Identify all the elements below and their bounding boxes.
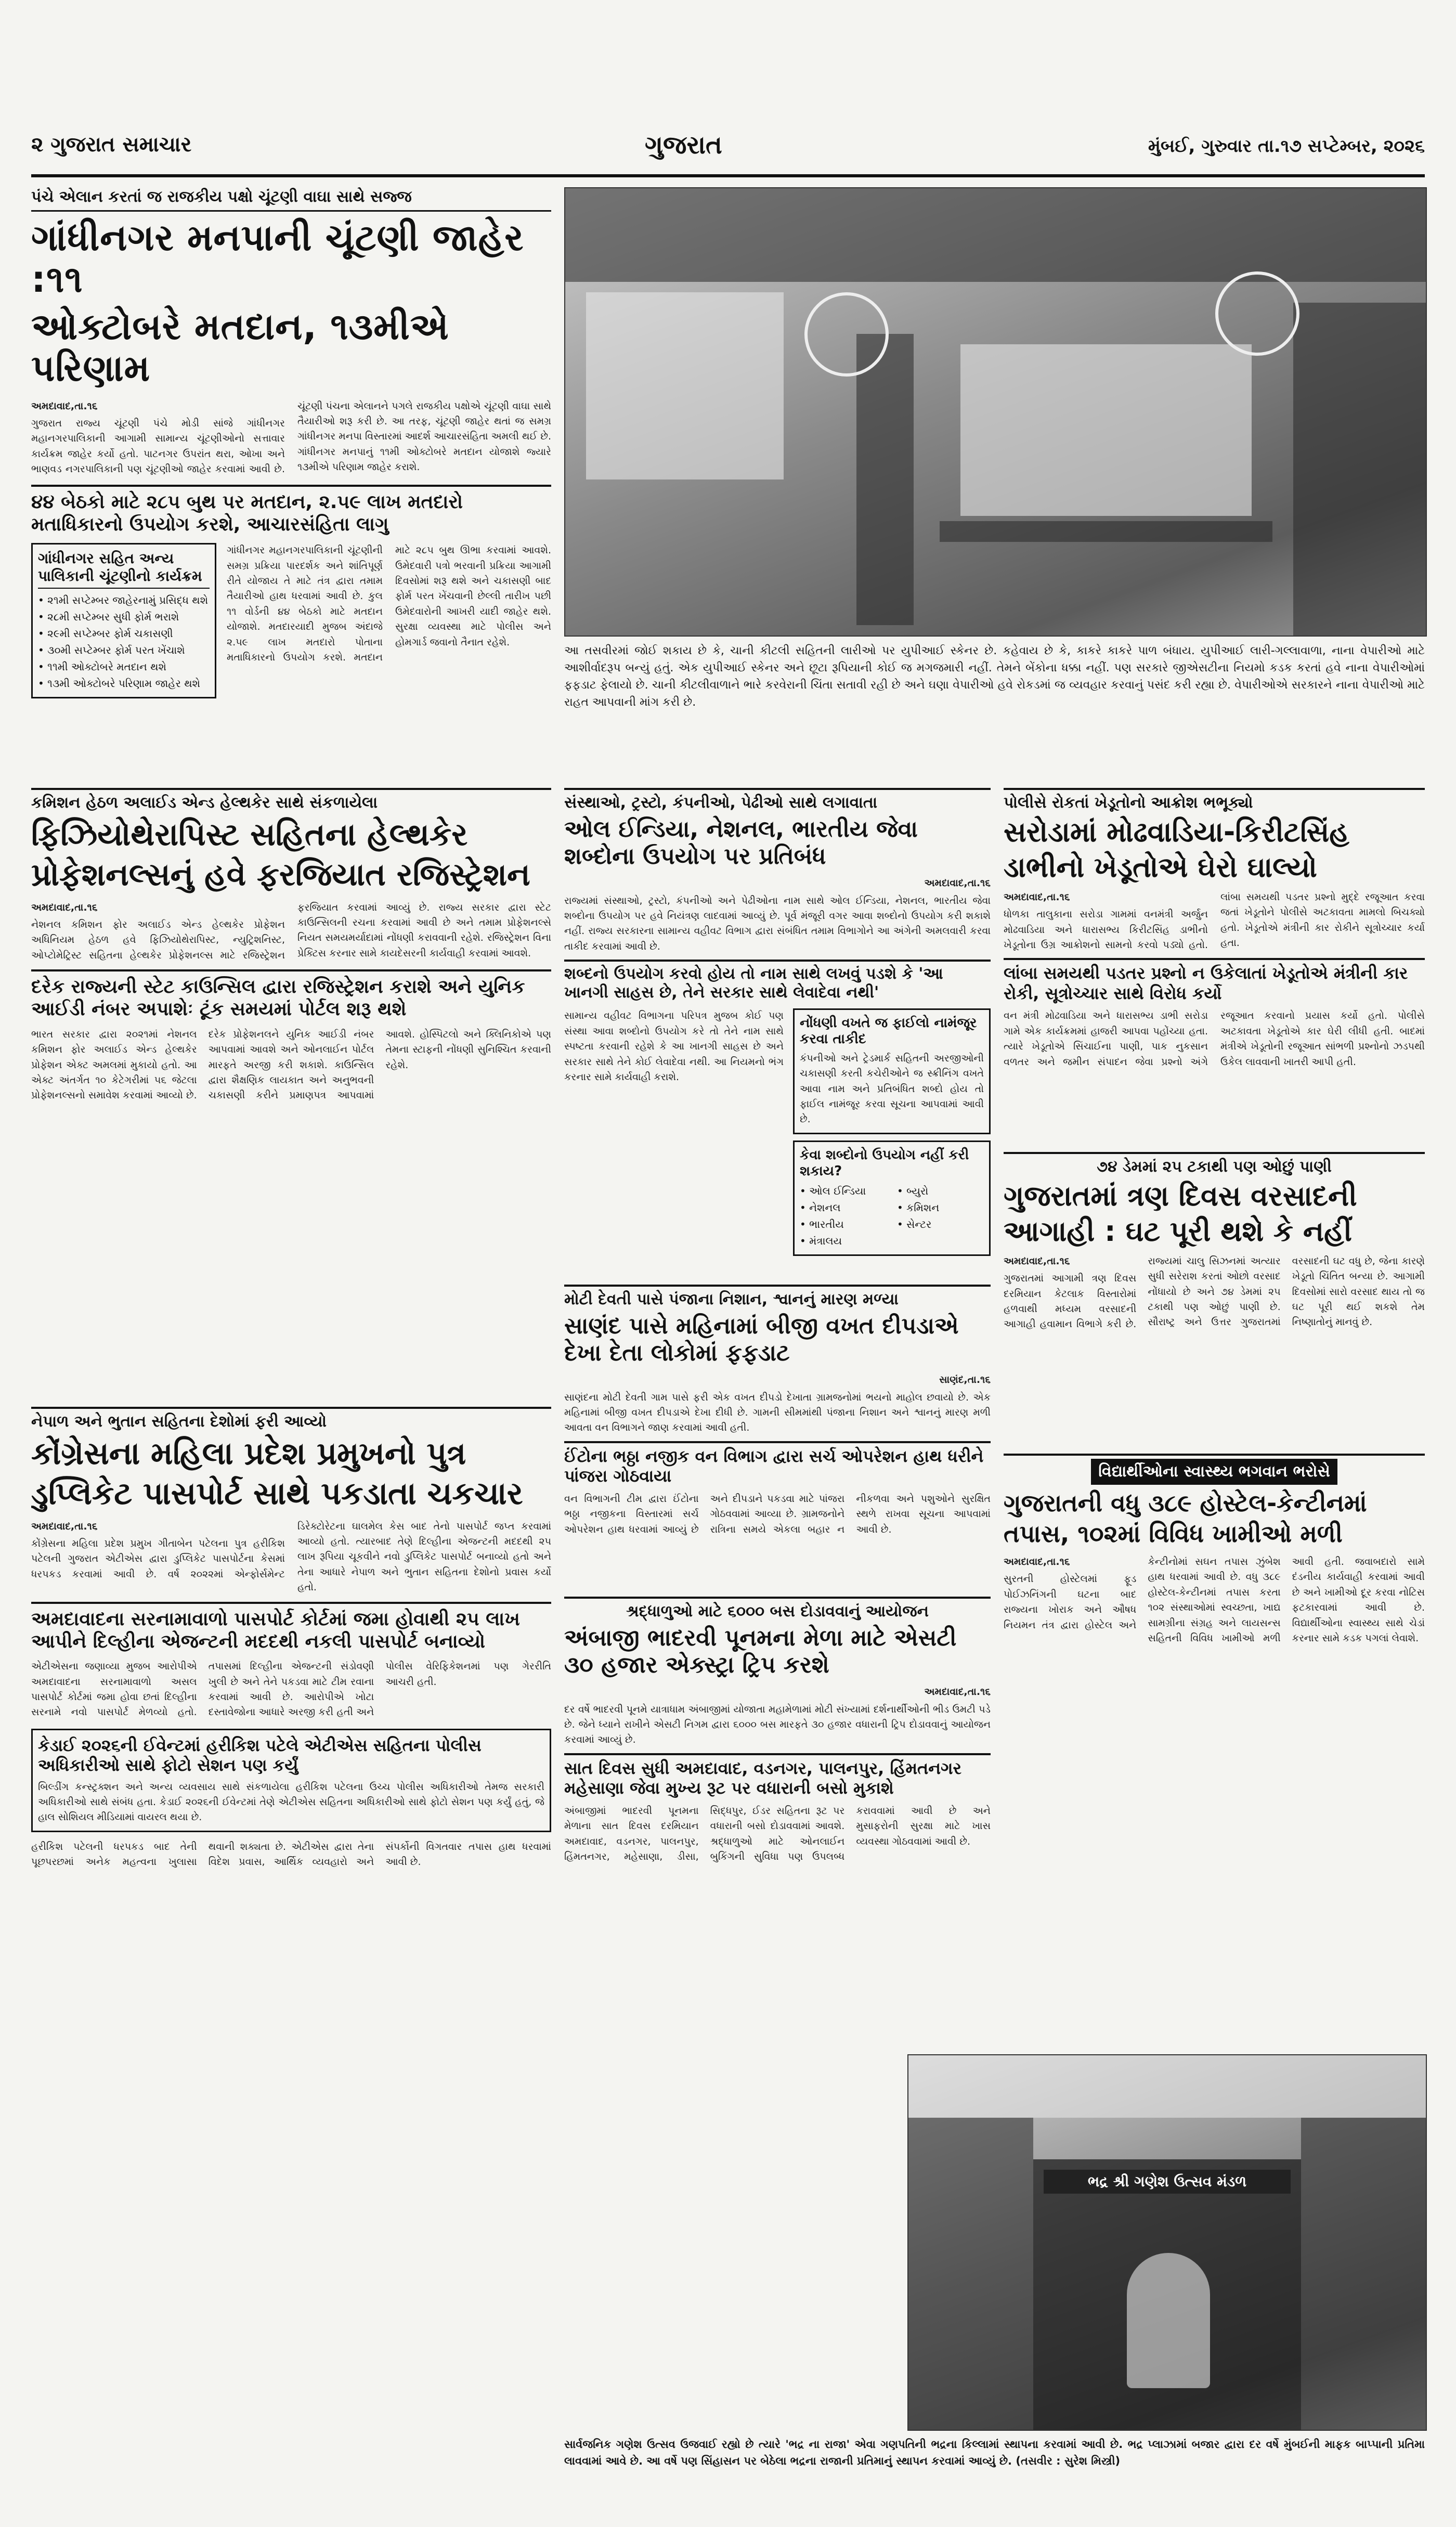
story-body: નેશનલ કમિશન ફોર અલાઈડ એન્ડ હેલ્થકેર પ્રોફેશન અધિનિયમ હેઠળ હવે ફિઝિયોથેરાપિસ્ટ, ન્યુટ્રિશનિસ્ટ, ઓપ્ટોમેટ્રિસ્ટ સહિતના હેલ્થકેર પ્રોફેશનલ્સ માટે રજિસ્ટ્રેશન ફરજિયાત કરવામાં આવ્યું છે. રાજ્ય સરકાર દ્વારા સ્ટેટ કાઉન્સિલની રચના કરવામાં આવી છે અને તમામ પ્રોફેશનલ્સે નિયત સમયમર્યાદામાં નોંધણી કરાવવાની રહેશે. રજિસ્ટ્રેશન વિના પ્રેક્ટિસ કરનાર સામે કાયદેસરની કાર્યવાહી કરવામાં આવશે. <box>31 901 551 961</box>
story-headline-line-1: ફિઝિયોથેરાપિસ્ટ સહિતના હેલ્થકેર <box>31 816 468 853</box>
highlight-circle-left <box>804 292 889 377</box>
box-title: નોંધણી વખતે જ ફાઈલો નામંજૂર કરવા તાકીદ <box>800 1015 977 1047</box>
story-lead-body <box>31 900 551 964</box>
story-lead-body <box>564 1372 991 1436</box>
story-body-final: હરીકિશ પટેલની ધરપકડ બાદ તેની પૂછપરછમાં અનેક મહત્વના ખુલાસા થવાની શક્યતા છે. એટીએસ દ્વારા તેના વિદેશ પ્રવાસ, આર્થિક વ્યવહારો અને સંપર્કોની વિગતવાર તપાસ હાથ ધરવામાં આવી છે. <box>31 1841 551 1868</box>
box-title: કેડાઈ ૨૦૨૬ની ઈવેન્ટમાં હરીકિશ પટેલે એટીએસ સહિતના પોલીસ અધિકારીઓ સાથે ફોટો સેશન પણ કર્યું <box>38 1735 482 1776</box>
ats-photo-session-box <box>31 1729 551 1832</box>
schedule-item: • ૨૮મી સપ્ટેમ્બર સુધી ફોર્મ ભરાશે <box>38 608 210 625</box>
banned-word: • કમિશન <box>897 1199 984 1216</box>
schedule-item: • ૩૦મી સપ્ટેમ્બર ફોર્મ પરત ખેંચાશે <box>38 642 210 658</box>
story-kicker: સંસ્થાઓ, ટ્રસ્ટો, કંપનીઓ, પેઢીઓ સાથે લગાવાતા <box>564 794 878 812</box>
banned-words-box <box>793 1141 991 1256</box>
dateline: અમદાવાદ,તા.૧૬ <box>31 400 98 412</box>
story-body-continued: ગાંધીનગર મહાનગરપાલિકાની ચૂંટણીની સમગ્ર પ્રક્રિયા પારદર્શક અને શાંતિપૂર્ણ રીતે યોજાય તે માટે તંત્ર દ્વારા તમામ તૈયારીઓ હાથ ધરવામાં આવી છે. કુલ ૧૧ વોર્ડની ૪૪ બેઠકો માટે મતદાન યોજાશે. મતદારયાદી મુજબ અંદાજે ૨.૫૯ લાખ મતદારો પોતાના મતાધિકારનો ઉપયોગ કરશે. મતદાન માટે ૨૮૫ બુથ ઊભા કરવામાં આવશે. ઉમેદવારી પત્રો ભરવાની પ્રક્રિયા આગામી દિવસોમાં શરૂ થશે અને ચકાસણી બાદ ફોર્મ પરત ખેંચવાની છેલ્લી તારીખ પછી ઉમેદવારોની આખરી યાદી જાહેર થશે. સુરક્ષા વ્યવસ્થા માટે પોલીસ અને હોમગાર્ડ જવાનો તૈનાત રહેશે. <box>227 545 551 664</box>
story-lead-body <box>1004 890 1425 953</box>
story-duplicate-passport <box>31 1407 551 2499</box>
banned-word: • બ્યુરો <box>897 1183 984 1199</box>
story-body-continued: અંબાજીમાં ભાદરવી પૂનમના મેળાના સાત દિવસ દરમિયાન અમદાવાદ, વડનગર, પાલનપુર, હિંમતનગર, મહેસાણા, ડીસા, સિદ્ધપુર, ઈડર સહિતના રૂટ પર વધારાની બસો દોડાવવામાં આવશે. શ્રદ્ધાળુઓ માટે ઓનલાઈન બુકિંગની સુવિધા પણ ઉપલબ્ધ કરાવવામાં આવી છે અને મુસાફરોની સુરક્ષા માટે ખાસ વ્યવસ્થા ગોઠવવામાં આવી છે. <box>564 1805 991 1862</box>
story-hostel-canteen-inspection <box>1004 1454 1425 1792</box>
top-photo-caption: આ તસવીરમાં જોઈ શકાય છે કે, ચાની કીટલી સહિતની લારીઓ પર યુપીઆઈ સ્કેનર છે. કહેવાય છે કે, કાકરે કાકરે પાળ બંધાય. યુપીઆઈ લારી-ગલ્લાવાળા, નાના વેપારીઓ માટે આશીર્વાદરૂપ બન્યું હતું. એક યુપીઆઈ સ્કેનર અને છૂટા રૂપિયાની કોઈ જ મગજમારી નહીં. તેમને બેંકોના ધક્કા નહીં. પણ સરકારે જીએસટીના નિયમો કડક કરતાં હવે નાના વેપારીઓમાં ફફડાટ ફેલાયો છે. ચાની કીટલીવાળાને ભારે કરવેરાની ચિંતા સતાવી રહી છે અને ઘણા વેપારીઓ હવે રોકડમાં જ વ્યવહાર કરવાનું પસંદ કરી રહ્યા છે. વેપારીઓએ સરકારને નાના વેપારીઓ માટે રાહત આપવાની માંગ કરી છે. <box>564 644 1425 709</box>
schedule-item: • ૨૧મી સપ્ટેમ્બર જાહેરનામું પ્રસિદ્ધ થશે <box>38 592 210 608</box>
story-headline-line-1: ગુજરાતની વધુ ૩૮૯ હોસ્ટેલ-કેન્ટીનમાં <box>1004 1488 1367 1517</box>
dateline: સાણંદ,તા.૧૬ <box>939 1374 991 1386</box>
story-lead-body <box>1004 1554 1425 1647</box>
schedule-item: • ૧૧મી ઓક્ટોબરે મતદાન થશે <box>38 658 210 675</box>
story-subheadline: શબ્દનો ઉપયોગ કરવો હોય તો નામ સાથે લખવું પડશે કે 'આ ખાનગી સાહસ છે, તેને સરકાર સાથે લેવાદેવા નથી' <box>564 960 991 1002</box>
story-headline-line-1: કોંગ્રેસના મહિલા પ્રદેશ પ્રમુખનો પુત્ર <box>31 1435 466 1472</box>
story-subheadline: લાંબા સમયથી પડતર પ્રશ્નો ન ઉકેલાતાં ખેડૂતોએ મંત્રીની કાર રોકી, સૂત્રોચ્ચાર સાથે વિરોધ કર્યો <box>1004 958 1425 1003</box>
story-headline-line-2: ડુપ્લિકેટ પાસપોર્ટ સાથે પકડાતા ચકચાર <box>31 1475 523 1512</box>
banned-word: • ભારતીય <box>800 1216 887 1233</box>
story-kicker: વિદ્યાર્થીઓના સ્વાસ્થ્ય ભગવાન ભરોસે <box>1091 1459 1337 1485</box>
election-schedule-box <box>31 543 216 698</box>
story-headline: અંબાજી ભાદરવી પૂનમના મેળા માટે એસટી ૩૦ હજાર એક્સ્ટ્રા ટ્રિપ કરશે <box>564 1624 957 1679</box>
story-kicker: પોલીસે રોકતાં ખેડૂતોનો આક્રોશ ભભૂક્યો <box>1004 794 1253 812</box>
story-headline-line-2: તપાસ, ૧૦૨માં વિવિધ ખામીઓ મળી <box>1004 1519 1343 1548</box>
story-rain-forecast <box>1004 1152 1425 1448</box>
story-healthcare-registration <box>31 788 551 1402</box>
banned-words-list <box>800 1183 984 1249</box>
dateline: અમદાવાદ,તા.૧૬ <box>1004 891 1070 903</box>
dateline: અમદાવાદ,તા.૧૬ <box>31 1520 98 1532</box>
story-headline: સાણંદ પાસે મહિનામાં બીજી વખત દીપડાએ દેખા દેતા લોકોમાં ફફડાટ <box>564 1312 959 1367</box>
story-name-words-ban <box>564 788 991 1282</box>
story-headline-line-1: ગાંધીનગર મનપાની ચૂંટણી જાહેર :૧૧ <box>31 216 524 301</box>
page-number-and-paper-name: ૨ ગુજરાત સમાચાર <box>31 133 192 157</box>
highlight-circle-right <box>1215 271 1299 356</box>
story-headline: ઓલ ઈન્ડિયા, નેશનલ, ભારતીય જેવા શબ્દોના ઉપયોગ પર પ્રતિબંધ <box>564 815 918 870</box>
story-sanand-leopard <box>564 1285 991 1591</box>
story-body-continued: ભારત સરકાર દ્વારા ૨૦૨૧માં નેશનલ કમિશન ફોર અલાઈડ એન્ડ હેલ્થકેર પ્રોફેશન એક્ટ અમલમાં મુકાયો હતો. આ એક્ટ અંતર્ગત ૧૦ કેટેગરીમાં ૫૬ જેટલા પ્રોફેશનલ્સનો સમાવેશ કરવામાં આવ્યો છે. દરેક પ્રોફેશનલને યુનિક આઈડી નંબર આપવામાં આવશે અને ઓનલાઈન પોર્ટલ મારફતે અરજી કરી શકાશે. કાઉન્સિલ દ્વારા શૈક્ષણિક લાયકાત અને અનુભવની ચકાસણી કરીને પ્રમાણપત્ર આપવામાં આવશે. હોસ્પિટલો અને ક્લિનિકોએ પણ તેમના સ્ટાફની નોંધણી સુનિશ્ચિત કરવાની રહેશે. <box>31 1028 551 1101</box>
story-kicker: નેપાળ અને ભુતાન સહિતના દેશોમાં ફરી આવ્યો <box>31 1412 327 1431</box>
dateline: અમદાવાદ,તા.૧૬ <box>924 877 991 889</box>
dateline: અમદાવાદ,તા.૧૬ <box>1004 1556 1070 1567</box>
story-body: સુરતની હોસ્ટેલમાં ફૂડ પોઈઝનિંગની ઘટના બાદ રાજ્યના ખોરાક અને ઔષધ નિયમન તંત્ર દ્વારા હોસ્ટેલ અને કેન્ટીનોમાં સઘન તપાસ ઝુંબેશ હાથ ધરવામાં આવી છે. વધુ ૩૮૯ હોસ્ટેલ-કેન્ટીનમાં તપાસ કરતા ૧૦૨ સંસ્થાઓમાં સ્વચ્છતા, ખાદ્ય સામગ્રીના સંગ્રહ અને લાયસન્સ સહિતની વિવિધ ખામીઓ મળી આવી હતી. જવાબદારો સામે દંડનીય કાર્યવાહી કરવામાં આવી છે અને ખામીઓ દૂર કરવા નોટિસ ફટકારવામાં આવી છે. વિદ્યાર્થીઓના સ્વાસ્થ્ય સાથે ચેડાં કરનાર સામે કડક પગલાં લેવાશે. <box>1004 1556 1425 1644</box>
box-body: બિલ્ડીંગ કન્સ્ટ્રક્શન અને અન્ય વ્યવસાય સાથે સંકળાયેલા હરીકિશ પટેલના ઉચ્ચ પોલીસ અધિકારીઓ તેમજ સરકારી અધિકારીઓ સાથે સંબંધ હતા. કેડાઈ ૨૦૨૬ની ઈવેન્ટમાં તેણે એટીએસ સહિતના અધિકારીઓ સાથે ફોટો સેશન પણ કર્યું હતું, જે હાલ સોશિયલ મીડિયામાં વાયરલ થયા છે. <box>38 1781 544 1823</box>
schedule-box-title: ગાંધીનગર સહિત અન્ય પાલિકાની ચૂંટણીનો કાર્યક્રમ <box>38 550 210 589</box>
story-kicker: મોટી દેવતી પાસે પંજાના નિશાન, શ્વાનનું મારણ મળ્યા <box>564 1290 899 1308</box>
story-kicker: ૭૪ ડેમમાં ૨૫ ટકાથી પણ ઓછું પાણી <box>1097 1158 1332 1176</box>
banned-word: • ઓલ ઈન્ડિયા <box>800 1183 887 1199</box>
story-kicker: કમિશન હેઠળ અલાઈડ એન્ડ હેલ્થકેર સાથે સંકળાયેલા <box>31 794 378 812</box>
story-subheadline: ૪૪ બેઠકો માટે ૨૮૫ બુથ પર મતદાન, ૨.૫૯ લાખ મતદારો મતાધિકારનો ઉપયોગ કરશે, આચારસંહિતા લાગુ <box>31 485 551 536</box>
dateline: અમદાવાદ,તા.૧૬ <box>924 1686 991 1698</box>
story-ambaji-fair-buses <box>564 1597 991 2049</box>
story-body-continued: વન વિભાગની ટીમ દ્વારા ઈંટોના ભઠ્ઠા નજીકના વિસ્તારમાં સર્ચ ઓપરેશન હાથ ધરવામાં આવ્યું છે અને દીપડાને પકડવા માટે પાંજરા ગોઠવવામાં આવ્યા છે. ગ્રામજનોને રાત્રિના સમયે એકલા બહાર ન નીકળવા અને પશુઓને સુરક્ષિત સ્થળે રાખવા સૂચના આપવામાં આવી છે. <box>564 1493 991 1535</box>
story-body: ધોળકા તાલુકાના સરોડા ગામમાં વનમંત્રી અર્જુન મોઢવાડિયા અને ધારાસભ્ય કિરીટસિંહ ડાભીનો ખેડૂતોના ઉગ્ર આક્રોશનો સામનો કરવો પડ્યો હતો. લાંબા સમયથી પડતર પ્રશ્નો મુદ્દે રજૂઆત કરવા જતાં ખેડૂતોને પોલીસે અટકાવતા મામલો બિચક્યો હતો. ખેડૂતોએ મંત્રીની કાર રોકીને સૂત્રોચ્ચાર કર્યા હતા. <box>1004 891 1425 951</box>
schedule-item: • ૧૩મી ઓક્ટોબરે પરિણામ જાહેર થશે <box>38 675 210 692</box>
story-sarodha-farmers-protest <box>1004 788 1425 1147</box>
edition-date: મુંબઈ, ગુરુવાર તા.૧૭ સપ્ટેમ્બર, ૨૦૨૬ <box>1148 136 1425 157</box>
story-body: કોંગ્રેસના મહિલા પ્રદેશ પ્રમુખ ગીતાબેન પટેલના પુત્ર હરીકિશ પટેલની ગુજરાત એટીએસ દ્વારા ડુપ્લિકેટ પાસપોર્ટના કેસમાં ધરપકડ કરવામાં આવી છે. વર્ષ ૨૦૨૨માં એન્ફોર્સમેન્ટ ડિરેક્ટોરેટના ઘાલમેલ કેસ બાદ તેનો પાસપોર્ટ જપ્ત કરવામાં આવ્યો હતો. ત્યારબાદ તેણે દિલ્હીના એજન્ટની મદદથી ૨૫ લાખ રૂપિયા ચૂકવીને નવો ડુપ્લિકેટ પાસપોર્ટ બનાવ્યો હતો અને તેના આધારે નેપાળ અને ભુતાન સહિતના દેશોનો પ્રવાસ કર્યો હતો. <box>31 1520 551 1593</box>
photo-fruit-cart-upi-scanner <box>564 187 1427 637</box>
story-lead-body <box>564 876 991 954</box>
story-kicker: પંચે એલાન કરતાં જ રાજકીય પક્ષો ચૂંટણી વાઘા સાથે સજ્જ <box>31 187 551 212</box>
story-headline-line-2: પ્રોફેશનલ્સનું હવે ફરજિયાત રજિસ્ટ્રેશન <box>31 856 530 893</box>
masthead <box>31 133 1425 177</box>
story-body: સાણંદના મોટી દેવતી ગામ પાસે ફરી એક વખત દીપડો દેખાતા ગ્રામજનોમાં ભયનો માહોલ છવાયો છે. એક મહિનામાં બીજી વખત દીપડાએ દેખા દીધી છે. ગામની સીમમાંથી પંજાના નિશાન અને શ્વાનનું મારણ મળી આવતા વન વિભાગને જાણ કરવામાં આવી હતી. <box>564 1391 991 1434</box>
story-lead-body <box>564 1684 991 1748</box>
story-body: ગુજરાતમાં આગામી ત્રણ દિવસ દરમિયાન કેટલાક વિસ્તારોમાં હળવાથી મધ્યમ વરસાદની આગાહી હવામાન વિભાગે કરી છે. રાજ્યમાં ચાલુ સિઝનમાં અત્યાર સુધી સરેરાશ કરતાં ઓછો વરસાદ નોંધાયો છે અને ૭૪ ડેમમાં ૨૫ ટકાથી પણ ઓછું પાણી છે. સૌરાષ્ટ્ર અને ઉત્તર ગુજરાતમાં વરસાદની ઘટ વધુ છે, જેના કારણે ખેડૂતો ચિંતિત બન્યા છે. આગામી દિવસોમાં સારો વરસાદ થાય તો જ ઘટ પૂરી થઈ શકશે તેમ નિષ્ણાતોનું માનવું છે. <box>1004 1255 1425 1330</box>
story-lead-body <box>1004 1254 1425 1332</box>
banned-word: • મંત્રાલય <box>800 1233 887 1249</box>
story-body: રાજ્યમાં સંસ્થાઓ, ટ્રસ્ટો, કંપનીઓ અને પેઢીઓના નામ સાથે ઓલ ઈન્ડિયા, નેશનલ, ભારતીય જેવા શબ્દોના ઉપયોગ પર હવે નિયંત્રણ લાદવામાં આવ્યું છે. પૂર્વ મંજૂરી વગર આવા શબ્દોનો ઉપયોગ કરી શકાશે નહીં. રાજ્ય સરકારના સામાન્ય વહીવટ વિભાગ દ્વારા સંબંધિત તમામ વિભાગોને આ અંગેની અમલવારી કરવા તાકીદ કરવામાં આવી છે. <box>564 895 991 952</box>
story-headline-line-2: ઓક્ટોબરે મતદાન, ૧૩મીએ પરિણામ <box>31 305 449 390</box>
story-body: ગુજરાત રાજ્ય ચૂંટણી પંચે મોડી સાંજે ગાંધીનગર મહાનગરપાલિકાની આગામી સામાન્ય ચૂંટણીઓનો સત્તાવાર કાર્યક્રમ જાહેર કર્યો હતો. પાટનગર ઉપરાંત થરા, ઓખા અને ભાણવડ નગરપાલિકાની પણ ચૂંટણીઓ જાહેર કરવામાં આવી છે. ચૂંટણી પંચના એલાનને પગલે રાજકીય પક્ષોએ ચૂંટણી વાઘા સાથે તૈયારીઓ શરૂ કરી છે. આ તરફ, ચૂંટણી જાહેર થતાં જ સમગ્ર ગાંધીનગર મનપા વિસ્તારમાં આદર્શ આચારસંહિતા અમલી થઈ છે. ગાંધીનગર મનપાનું ૧૧મી ઓક્ટોબરે મતદાન યોજાશે જ્યારે ૧૩મીએ પરિણામ જાહેર કરાશે. <box>31 400 551 475</box>
rejection-instruction-box <box>793 1008 991 1134</box>
schedule-item: • ૨૯મી સપ્ટેમ્બર ફોર્મ ચકાસણી <box>38 625 210 642</box>
banned-words-title: કેવા શબ્દોનો ઉપયોગ નહીં કરી શકાય? <box>800 1147 969 1180</box>
story-lead-body <box>31 1519 551 1596</box>
section-title: ગુજરાત <box>645 131 722 160</box>
banned-word: • નેશનલ <box>800 1199 887 1216</box>
story-body-continued: વન મંત્રી મોઢવાડિયા અને ધારાસભ્ય ડાભી સરોડા ગામે એક કાર્યક્રમમાં હાજરી આપવા પહોંચ્યા હતા. ત્યારે ખેડૂતોએ સિંચાઈના પાણી, પાક નુકસાન વળતર અને જમીન સંપાદન જેવા પ્રશ્નો અંગે રજૂઆત કરવાનો પ્રયાસ કર્યો હતો. પોલીસે અટકાવતા ખેડૂતોએ કાર ઘેરી લીધી હતી. બાદમાં મંત્રીએ ખેડૂતોની રજૂઆત સાંભળી પ્રશ્નોનો ઝડપથી ઉકેલ લાવવાની ખાતરી આપી હતી. <box>1004 1010 1425 1068</box>
story-lead-body <box>31 399 551 477</box>
story-headline-line-2: આગાહી : ઘટ પૂરી થશે કે નહીં <box>1004 1214 1352 1248</box>
bottom-photo-caption: સાર્વજનિક ગણેશ ઉત્સવ ઉજવાઈ રહ્યો છે ત્યારે 'ભદ્ર ના રાજા' એવા ગણપતિની ભદ્રના કિલ્લામાં સ્થાપના કરવામાં આવી છે. ભદ્ર પ્લાઝામાં બજાર દ્વારા દર વર્ષે મુંબઈની માફક બાપ્પાની પ્રતિમા લાવવામાં આવે છે. આ વર્ષે પણ સિંહાસન પર બેઠેલા ભદ્રના રાજાની પ્રતિમાનું સ્થાપન કરવામાં આવ્યું છે. (તસવીર : સુરેશ મિસ્ત્રી) <box>564 2438 1425 2467</box>
story-kicker: શ્રદ્ધાળુઓ માટે ૬૦૦૦ બસ દોડાવવાનું આયોજન <box>626 1602 929 1621</box>
story-headline-line-2: ડાભીનો ખેડૂતોએ ઘેરો ઘાલ્યો <box>1004 850 1317 884</box>
photo-bhadra-ganesh-pandal <box>907 2054 1427 2431</box>
dateline: અમદાવાદ,તા.૧૬ <box>1004 1255 1070 1267</box>
story-subheadline: દરેક રાજ્યની સ્ટેટ કાઉન્સિલ દ્વારા રજિસ્ટ્રેશન કરાશે અને યુનિક આઈડી નંબર અપાશેઃ ટૂંક સમયમાં પોર્ટલ શરૂ થશે <box>31 969 551 1020</box>
story-body-continued: સામાન્ય વહીવટ વિભાગના પરિપત્ર મુજબ કોઈ પણ સંસ્થા આવા શબ્દોનો ઉપયોગ કરે તો તેને નામ સાથે સ્પષ્ટતા કરવાની રહેશે કે આ ખાનગી સાહસ છે અને સરકાર સાથે તેને કોઈ લેવાદેવા નથી. આ નિયમનો ભંગ કરનાર સામે કાર્યવાહી કરાશે. <box>564 1010 784 1083</box>
story-subheadline: ઈંટોના ભઠ્ઠા નજીક વન વિભાગ દ્વારા સર્ચ ઓપરેશન હાથ ધરીને પાંજરા ગોઠવાયા <box>564 1441 991 1486</box>
story-body: દર વર્ષે ભાદરવી પૂનમે યાત્રાધામ અંબાજીમાં યોજાતા મહામેળામાં મોટી સંખ્યામાં દર્શનાર્થીઓની ભીડ ઉમટી પડે છે. જેને ધ્યાને રાખીને એસટી નિગમ દ્વારા ૬૦૦૦ બસ મારફતે ૩૦ હજાર વધારાની ટ્રિપ દોડાવવાનું આયોજન કરવામાં આવ્યું છે. <box>564 1703 991 1746</box>
story-subheadline: અમદાવાદના સરનામાવાળો પાસપોર્ટ કોર્ટમાં જમા હોવાથી ૨૫ લાખ આપીને દિલ્હીના એજન્ટની મદદથી નકલી પાસપોર્ટ બનાવ્યો <box>31 1602 551 1653</box>
story-gandhinagar-election <box>31 187 551 780</box>
story-body-continued: એટીએસના જણાવ્યા મુજબ આરોપીએ અમદાવાદના સરનામાવાળો અસલ પાસપોર્ટ કોર્ટમાં જમા હોવા છતાં દિલ્હીના સરનામે નવો પાસપોર્ટ મેળવ્યો હતો. તપાસમાં દિલ્હીના એજન્ટની સંડોવણી ખુલી છે અને તેને પકડવા માટે ટીમ રવાના કરવામાં આવી છે. આરોપીએ ખોટા દસ્તાવેજોના આધારે અરજી કરી હતી અને પોલીસ વેરિફિકેશનમાં પણ ગેરરીતિ આચરી હતી. <box>31 1661 551 1718</box>
story-headline-line-1: સરોડામાં મોઢવાડિયા-કિરીટસિંહ <box>1004 815 1349 848</box>
story-headline-line-1: ગુજરાતમાં ત્રણ દિવસ વરસાદની <box>1004 1179 1357 1212</box>
pandal-sign: ભદ્ર શ્રી ગણેશ ઉત્સવ મંડળ <box>1044 2170 1291 2194</box>
box-body: કંપનીઓ અને ટ્રેડમાર્ક સહિતની અરજીઓની ચકાસણી કરતી કચેરીઓને જ સ્ક્રીનિંગ વખતે આવા નામ અને પ્રતિબંધિત શબ્દો હોય તો ફાઈલ નામંજૂર કરવા સૂચના આપવામાં આવી છે. <box>800 1052 984 1125</box>
dateline: અમદાવાદ,તા.૧૬ <box>31 901 98 913</box>
schedule-list <box>38 592 210 692</box>
banned-word: • સેન્ટર <box>897 1216 984 1233</box>
story-subheadline: સાત દિવસ સુધી અમદાવાદ, વડનગર, પાલનપુર, હિંમતનગર મહેસાણા જેવા મુખ્ય રૂટ પર વધારાની બસો મુકાશે <box>564 1753 991 1798</box>
